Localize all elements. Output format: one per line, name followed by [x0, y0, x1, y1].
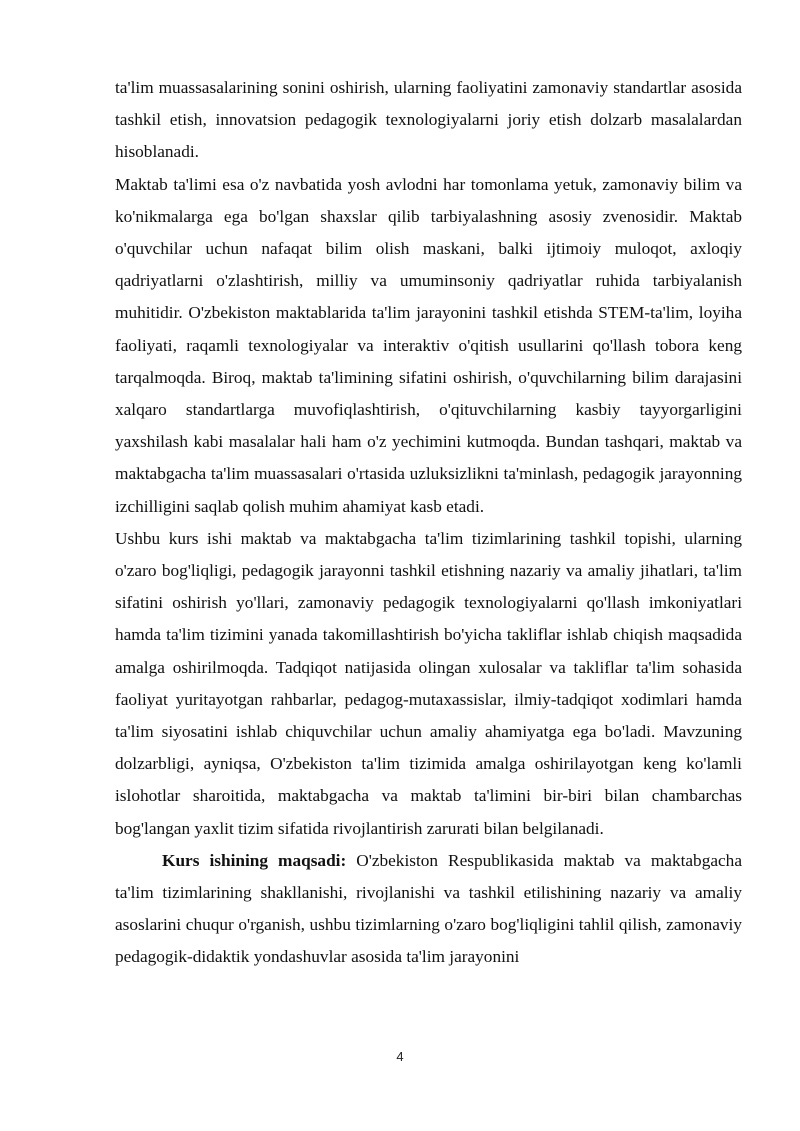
paragraph-intro-continuation: ta'lim muassasalarining sonini oshirish, ularning faoliyatini zamonaviy standartlar asosida tashkil etish, innovatsion pedagogik texnologiyalarni joriy etish dolzarb masalalardan hisoblanadi.: [115, 78, 742, 162]
goal-text: O'zbekiston Respublikasida maktab va maktabgacha ta'lim tizimlarining shakllanishi, rivojlanishi va tashkil etilishining nazariy va amaliy asoslarini chuqur o'rganish, ushbu tizimlarning o'zaro bog'liqligini tahlil qilish, zamonaviy pedagogik-didaktik yondashuvlar asosida ta'lim jarayonini: [115, 850, 742, 967]
paragraph-course-goal: [115, 845, 742, 974]
page-number: 4: [396, 1049, 404, 1064]
goal-label: Kurs ishining maqsadi:: [162, 850, 347, 870]
paragraph-course-work-purpose: Ushbu kurs ishi maktab va maktabgacha ta'lim tizimlarining tashkil topishi, ularning o'zaro bog'liqligi, pedagogik jarayonni tashkil etishning nazariy va amaliy jihatlari, ta'lim sifatini oshirish yo'llari, zamonaviy pedagogik texnologiyalarni qo'llash imkoniyatlari hamda ta'lim tizimini yanada takomillashtirish bo'yicha takliflar ishlab chiqish maqsadida amalga oshirilmoqda. Tadqiqot natijasida olingan xulosalar va takliflar ta'lim sohasida faoliyat yuritayotgan rahbarlar, pedagog-mutaxassislar, ilmiy-tadqiqot xodimlari hamda ta'lim siyosatini ishlab chiquvchilar uchun amaliy ahamiyatga ega bo'ladi. Mavzuning dolzarbligi, ayniqsa, O'zbekiston ta'lim tizimida amalga oshirilayotgan keng ko'lamli islohotlar sharoitida, maktabgacha va maktab ta'limini bir-biri bilan chambarchas bog'langan yaxlit tizim sifatida rivojlantirish zarurati bilan belgilanadi.: [115, 528, 742, 838]
paragraph-school-education: Maktab ta'limi esa o'z navbatida yosh avlodni har tomonlama yetuk, zamonaviy bilim va ko'nikmalarga ega bo'lgan shaxslar qilib tarbiyalashning asosiy zvenosidir. Maktab o'quvchilar uchun nafaqat bilim olish maskani, balki ijtimoiy muloqot, axloqiy qadriyatlarni o'zlashtirish, milliy va umuminsoniy qadriyatlar ruhida tarbiyalanish muhitidir. O'zbekiston maktablarida ta'lim jarayonini tashkil etishda STEM-ta'lim, loyiha faoliyati, raqamli texnologiyalar va interaktiv o'qitish usullarini qo'llash tobora keng tarqalmoqda. Biroq, maktab ta'limining sifatini oshirish, o'quvchilarning bilim darajasini xalqaro standartlarga muvofiqlashtirish, o'qituvchilarning kasbiy tayyorgarligini yaxshilash kabi masalalar hali ham o'z yechimini kutmoqda. Bundan tashqari, maktab va maktabgacha ta'lim muassasalari o'rtasida uzluksizlikni ta'minlash, pedagogik jarayonning izchilligini saqlab qolish muhim ahamiyat kasb etadi.: [115, 174, 742, 516]
document-body: [115, 72, 742, 974]
